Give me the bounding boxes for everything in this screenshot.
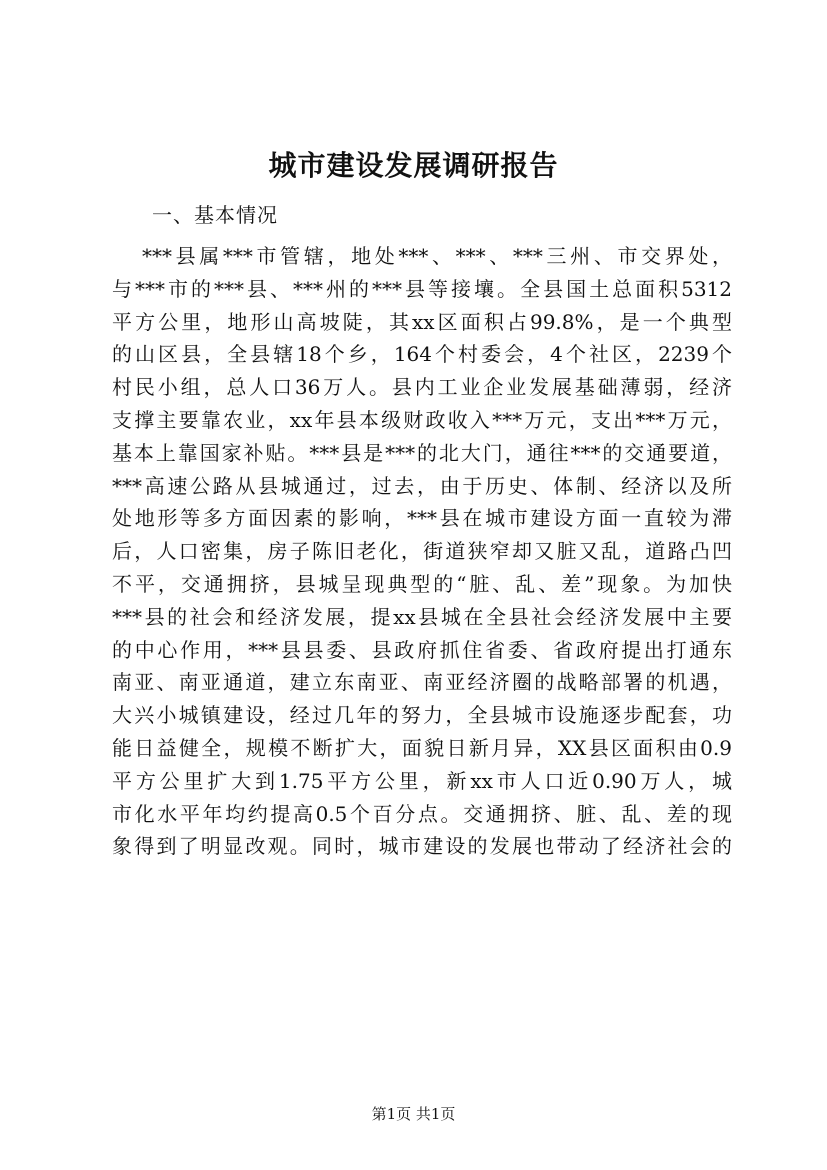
paragraph-line: 平方公里，地形山高坡陡，其xx区面积占99.8%，是一个典型 (112, 309, 732, 334)
page-footer: 第1页 共1页 (371, 1105, 456, 1123)
paragraph-line: ***县的社会和经济发展，提xx县城在全县社会经济发展中主要 (112, 604, 732, 629)
paragraph-line: 村民小组，总人口36万人。县内工业企业发展基础薄弱，经济 (112, 375, 732, 400)
paragraph-line: 不平，交通拥挤，县城呈现典型的“脏、乱、差”现象。为加快 (112, 571, 732, 596)
paragraph-line: 后，人口密集，房子陈旧老化，街道狭窄却又脏又乱，道路凸凹 (112, 539, 732, 564)
paragraph-line: 象得到了明显改观。同时，城市建设的发展也带动了经济社会的 (112, 834, 732, 859)
paragraph-line: ***县属***市管辖，地处***、***、***三州、市交界处， (142, 244, 732, 268)
paragraph-line: 与***市的***县、***州的***县等接壤。全县国土总面积5312 (112, 276, 732, 301)
paragraph-line: 能日益健全，规模不断扩大，面貌日新月异，XX县区面积由0.9 (112, 735, 732, 760)
section-heading: 一、基本情况 (152, 203, 278, 227)
document-title: 城市建设发展调研报告 (268, 149, 559, 182)
paragraph-line: 的中心作用，***县县委、县政府抓住省委、省政府提出打通东 (112, 637, 732, 662)
paragraph-line: 市化水平年均约提高0.5个百分点。交通拥挤、脏、乱、差的现 (112, 801, 732, 826)
paragraph-line: 南亚、南亚通道，建立东南亚、南亚经济圈的战略部署的机遇， (112, 670, 732, 695)
paragraph-line: 大兴小城镇建设，经过几年的努力，全县城市设施逐步配套，功 (112, 703, 732, 728)
paragraph-line: 平方公里扩大到1.75平方公里，新xx市人口近0.90万人，城 (112, 768, 732, 793)
paragraph-line: 基本上靠国家补贴。***县是***的北大门，通往***的交通要道， (112, 440, 732, 465)
paragraph-line: 支撑主要靠农业，xx年县本级财政收入***万元，支出***万元， (112, 407, 732, 432)
paragraph-line: 的山区县，全县辖18个乡，164个村委会，4个社区，2239个 (112, 342, 732, 367)
body-paragraph (112, 240, 732, 863)
paragraph-line: 处地形等多方面因素的影响，***县在城市建设方面一直较为滞 (112, 506, 732, 531)
paragraph-line: ***高速公路从县城通过，过去，由于历史、体制、经济以及所 (112, 473, 732, 498)
